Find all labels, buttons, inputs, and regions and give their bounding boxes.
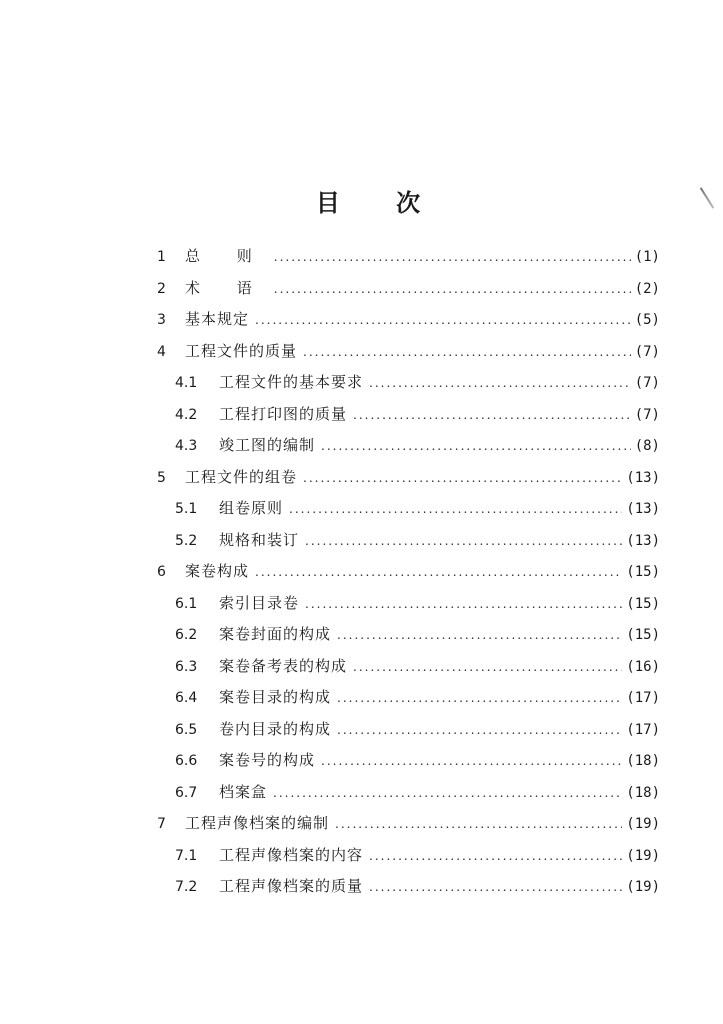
toc-number: 6.7 [175, 784, 198, 801]
toc-subentry[interactable] [157, 592, 660, 624]
toc-label: 总 则 [185, 247, 268, 265]
toc-number: 4.2 [175, 406, 198, 423]
toc-number: 6.5 [175, 721, 198, 738]
toc-number: 7.2 [175, 879, 198, 895]
toc-subentry[interactable] [157, 844, 660, 876]
table-of-contents [157, 245, 660, 907]
toc-number: 5.2 [175, 532, 198, 549]
toc-label: 工程打印图的质量 [219, 404, 348, 423]
toc-label: 工程声像档案的质量 [219, 877, 364, 895]
toc-number: 6.1 [175, 595, 198, 612]
toc-label: 工程文件的基本要求 [219, 373, 364, 391]
toc-subentry[interactable] [157, 434, 660, 466]
toc-number: 7.1 [175, 847, 198, 864]
toc-label: 案卷号的构成 [219, 751, 316, 769]
toc-subentry[interactable] [157, 749, 660, 781]
page-title: 目 次 [315, 189, 445, 217]
toc-subentry[interactable] [157, 686, 660, 718]
toc-label: 工程文件的组卷 [185, 467, 298, 486]
dot-leader [337, 691, 622, 705]
toc-page-number: (15) [626, 595, 660, 612]
toc-page-number: (18) [626, 784, 660, 801]
toc-number: 6.6 [175, 753, 198, 769]
toc-number: 4.3 [175, 438, 198, 454]
toc-entry[interactable] [157, 560, 660, 592]
toc-page-number: (16) [626, 658, 660, 675]
toc-subentry[interactable] [157, 655, 660, 687]
toc-page-number: (19) [626, 847, 660, 864]
dot-leader [305, 534, 622, 548]
toc-label: 基本规定 [185, 310, 250, 328]
dot-leader [321, 754, 622, 768]
toc-label: 索引目录卷 [219, 593, 300, 612]
toc-subentry[interactable] [157, 371, 660, 403]
dot-leader [321, 439, 631, 453]
toc-entry[interactable] [157, 466, 660, 498]
dot-leader [274, 282, 631, 296]
dot-leader [305, 597, 622, 611]
toc-number: 6.2 [175, 627, 198, 643]
toc-label: 规格和装订 [219, 530, 300, 549]
toc-page-number: (15) [626, 564, 660, 580]
toc-number: 3 [157, 312, 166, 328]
toc-number: 7 [157, 816, 166, 832]
dot-leader [255, 313, 631, 327]
dot-leader [369, 880, 622, 894]
toc-label: 术 语 [185, 278, 268, 297]
toc-label: 竣工图的编制 [219, 436, 316, 454]
toc-subentry[interactable] [157, 497, 660, 529]
dot-leader [353, 408, 631, 422]
toc-number: 6.3 [175, 658, 198, 675]
toc-label: 案卷目录的构成 [219, 688, 332, 706]
toc-entry[interactable] [157, 308, 660, 340]
toc-page-number: (7) [634, 406, 660, 423]
toc-page-number: (19) [626, 816, 660, 832]
dot-leader [289, 502, 622, 516]
toc-number: 6.4 [175, 690, 198, 706]
toc-page-number: (13) [626, 469, 660, 486]
toc-subentry[interactable] [157, 718, 660, 750]
toc-subentry[interactable] [157, 529, 660, 561]
dot-leader [273, 786, 622, 800]
toc-page-number: (17) [626, 721, 660, 738]
toc-subentry[interactable] [157, 623, 660, 655]
toc-number: 1 [157, 249, 166, 265]
toc-entry[interactable] [157, 277, 660, 309]
toc-page-number: (1) [634, 249, 660, 265]
toc-label: 案卷构成 [185, 562, 250, 580]
dot-leader [255, 565, 622, 579]
toc-label: 卷内目录的构成 [219, 719, 332, 738]
toc-label: 案卷封面的构成 [219, 625, 332, 643]
toc-page-number: (13) [626, 532, 660, 549]
toc-page-number: (7) [634, 343, 660, 360]
dot-leader [335, 817, 622, 831]
toc-label: 案卷备考表的构成 [219, 656, 348, 675]
dot-leader [337, 723, 622, 737]
dot-leader [303, 345, 631, 359]
toc-page-number: (5) [634, 312, 660, 328]
toc-entry[interactable] [157, 812, 660, 844]
toc-subentry[interactable] [157, 403, 660, 435]
dot-leader [337, 628, 622, 642]
toc-number: 2 [157, 280, 166, 297]
toc-number: 5 [157, 469, 166, 486]
toc-entry[interactable] [157, 245, 660, 277]
dot-leader [369, 849, 622, 863]
toc-subentry[interactable] [157, 875, 660, 907]
toc-page-number: (18) [626, 753, 660, 769]
toc-label: 工程声像档案的编制 [185, 814, 330, 832]
dot-leader [303, 471, 622, 485]
toc-subentry[interactable] [157, 781, 660, 813]
toc-page-number: (2) [634, 280, 660, 297]
toc-number: 4 [157, 343, 166, 360]
dot-leader [353, 660, 622, 674]
toc-page-number: (13) [626, 501, 660, 517]
toc-page-number: (17) [626, 690, 660, 706]
toc-label: 工程文件的质量 [185, 341, 298, 360]
toc-entry[interactable] [157, 340, 660, 372]
toc-label: 工程声像档案的内容 [219, 845, 364, 864]
toc-page-number: (8) [634, 438, 660, 454]
toc-page-number: (15) [626, 627, 660, 643]
toc-number: 5.1 [175, 501, 198, 517]
toc-label: 组卷原则 [219, 499, 284, 517]
toc-number: 4.1 [175, 375, 198, 391]
toc-number: 6 [157, 564, 166, 580]
toc-page-number: (19) [626, 879, 660, 895]
toc-label: 档案盒 [219, 782, 268, 801]
dot-leader [369, 376, 631, 390]
dot-leader [274, 250, 631, 264]
toc-page-number: (7) [634, 375, 660, 391]
